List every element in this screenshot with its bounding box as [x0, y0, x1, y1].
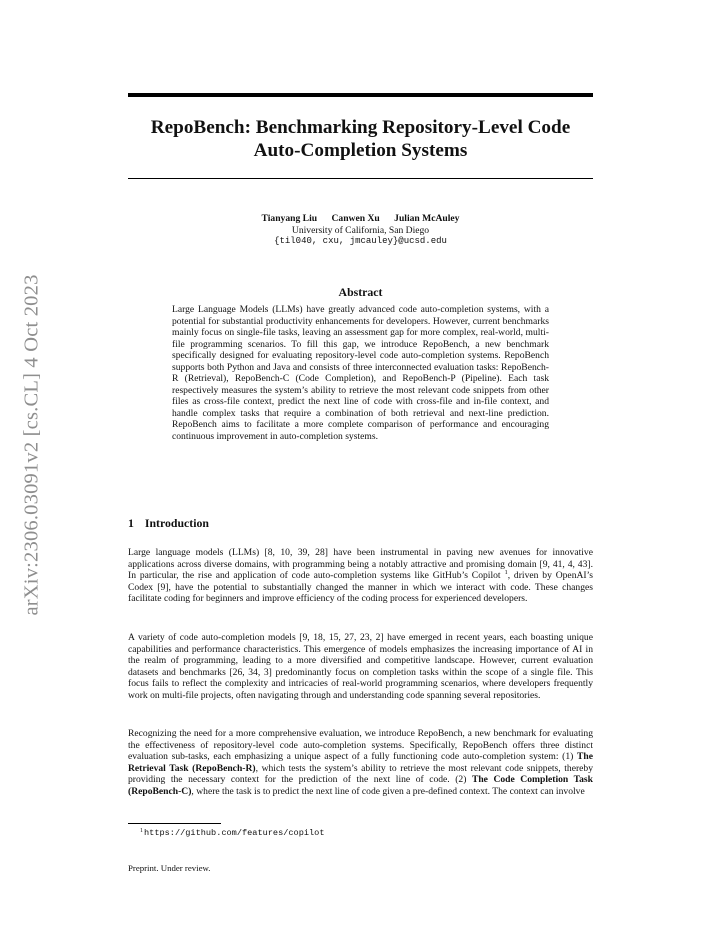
arxiv-sidebar-stamp: [12, 255, 52, 635]
preprint-note: Preprint. Under review.: [128, 863, 211, 873]
paragraph-text: , where the task is to predict the next line of code given a pre-defined context. The context can involve: [191, 785, 585, 797]
title-bottom-rule: [128, 178, 593, 179]
paragraph-text: Large language models (LLMs) [8, 10, 39, 28] have been instrumental in paving new avenues for innovative applications across diverse domains, with programming being a notably attractive and promising domain [9, 41, 4, 43]. In particular, the rise and application of code auto-completion systems like GitHub’s Copilot: [128, 547, 593, 581]
author-name: Tianyang Liu: [261, 213, 318, 224]
task-name-completion: The Code Completion Task (RepoBench-C): [128, 774, 593, 797]
footnote-rule: [128, 823, 221, 824]
intro-paragraph-1: [128, 547, 593, 605]
footnote-marker[interactable]: 1: [504, 569, 508, 576]
footnote: [140, 828, 325, 838]
arxiv-id: arXiv:2306.03091v2 [cs.CL] 4 Oct 2023: [20, 274, 43, 616]
footnote-number: 1: [140, 828, 143, 834]
intro-paragraph-2: A variety of code auto-completion models [9, 18, 15, 27, 23, 2] have emerged in recent years, each boasting unique capabilities and performance characteristics. This emergence of models emphasizes the increasing importance of AI in the realm of programming, leading to a more diversified and competitive landscape. However, current evaluation datasets and benchmarks [26, 34, 3] predominantly focus on completion tasks within the scope of a single file. This focus fails to reflect the complexity and intricacies of real-world programming scenarios, where developers frequently work on multi-file projects, often navigating through and understanding code spanning several repositories.: [128, 632, 593, 701]
author-name: Canwen Xu: [331, 213, 380, 224]
footnote-url[interactable]: https://github.com/features/copilot: [144, 828, 325, 838]
author-email: {til040, cxu, jmcauley}@ucsd.edu: [274, 236, 447, 246]
paragraph-text: , driven by OpenAI’s Codex [9], have the potential to substantially changed the manner in which we interact with code. These changes facilitate coding for beginners and improve efficiency of the coding process for experienced developers.: [128, 570, 594, 604]
title-top-rule: [128, 93, 593, 97]
author-block: [128, 213, 593, 248]
title-line-1: RepoBench: Benchmarking Repository-Level Code: [150, 117, 571, 138]
section-number: 1: [128, 516, 134, 530]
section-title: Introduction: [144, 516, 209, 530]
paper-title: [128, 116, 593, 162]
intro-paragraph-3: [128, 728, 593, 797]
title-line-2: Auto-Completion Systems: [253, 140, 468, 161]
abstract-heading: Abstract: [338, 285, 383, 299]
author-affiliation: University of California, San Diego: [291, 224, 430, 236]
paragraph-text: , which tests the system’s ability to retrieve the most relevant code snippets, thereby providing the necessary context for the prediction of the next line of code. (2): [128, 762, 593, 785]
author-names: [128, 213, 593, 225]
abstract-text: Large Language Models (LLMs) have greatly advanced code auto-completion systems, with a potential for substantial productivity enhancements for developers. However, current benchmarks mainly focus on single-file tasks, leaving an assessment gap for more complex, real-world, multi-file programming scenarios. To fill this gap, we introduce RepoBench, a new benchmark specifically designed for evaluating repository-level code auto-completion systems. RepoBench supports both Python and Java and consists of three interconnected evaluation tasks: RepoBench-R (Retrieval), RepoBench-C (Code Completion), and RepoBench-P (Pipeline). Each task respectively measures the system’s ability to retrieve the most relevant code snippets from other files as cross-file context, predict the next line of code with cross-file and in-file context, and handle complex tasks that require a combination of both retrieval and next-line prediction. RepoBench aims to facilitate a more complete comparison of performance and encouraging continuous improvement in auto-completion systems.: [172, 304, 549, 442]
paragraph-text: Recognizing the need for a more comprehensive evaluation, we introduce RepoBench, a new benchmark for evaluating the effectiveness of repository-level code auto-completion systems. Specifically, RepoBench offers three distinct evaluation sub-tasks, each emphasizing a unique aspect of a fully functioning code auto-completion system: (1): [128, 728, 593, 762]
task-name-retrieval: The Retrieval Task (RepoBench-R): [128, 751, 593, 774]
section-heading: [128, 516, 209, 531]
author-name: Julian McAuley: [394, 213, 460, 224]
